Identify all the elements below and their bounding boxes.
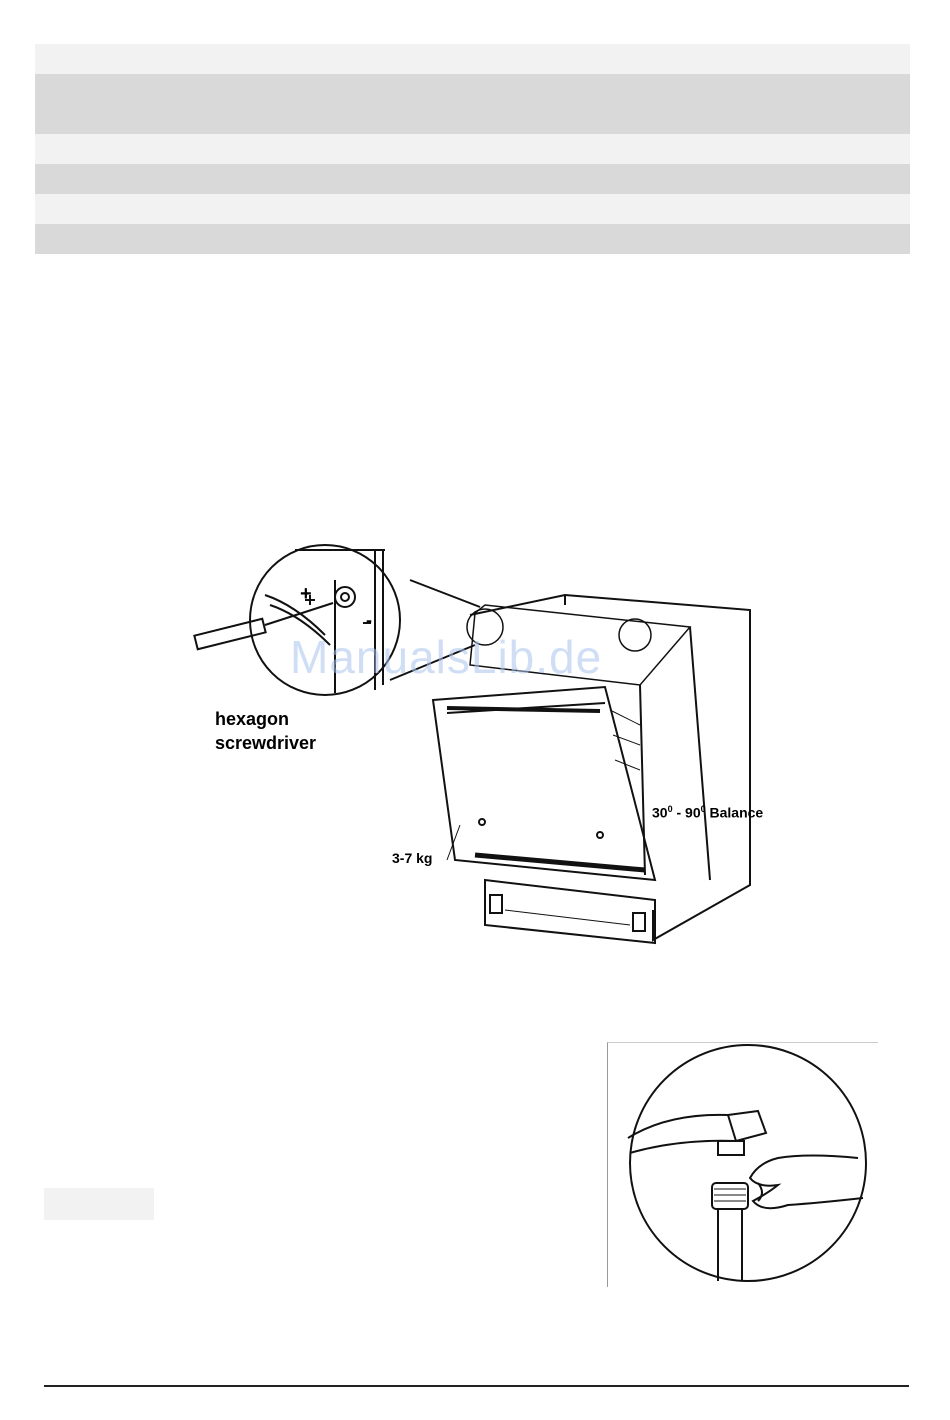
tap-connection-illustration <box>607 1042 878 1287</box>
tap-drawing <box>608 1043 878 1287</box>
table-row <box>35 164 910 194</box>
table-row <box>35 134 910 164</box>
weight-label: 3-7 kg <box>392 850 433 866</box>
angle-end: - 90 <box>676 804 701 821</box>
degree-mark: 0 <box>700 804 706 814</box>
watermark: ManualsLib.de <box>290 631 603 683</box>
table-row <box>35 224 910 254</box>
minus-sign: - <box>366 610 372 630</box>
table-row <box>35 44 910 74</box>
header-table <box>35 44 910 254</box>
balance-text: Balance <box>709 804 764 821</box>
zoom-detail-circle <box>630 1045 866 1281</box>
hexagon-screwdriver-label <box>215 707 316 755</box>
label-line: hexagon <box>215 709 290 729</box>
angle-start: 30 <box>652 804 668 821</box>
balance-angle-label <box>652 804 763 821</box>
footer-divider <box>44 1385 909 1387</box>
table-row <box>35 104 910 134</box>
table-row <box>35 194 910 224</box>
table-row <box>35 74 910 104</box>
label-line: screwdriver <box>215 733 317 753</box>
plus-sign: + <box>300 583 312 605</box>
degree-mark: 0 <box>667 804 673 814</box>
empty-label-box <box>44 1188 154 1220</box>
